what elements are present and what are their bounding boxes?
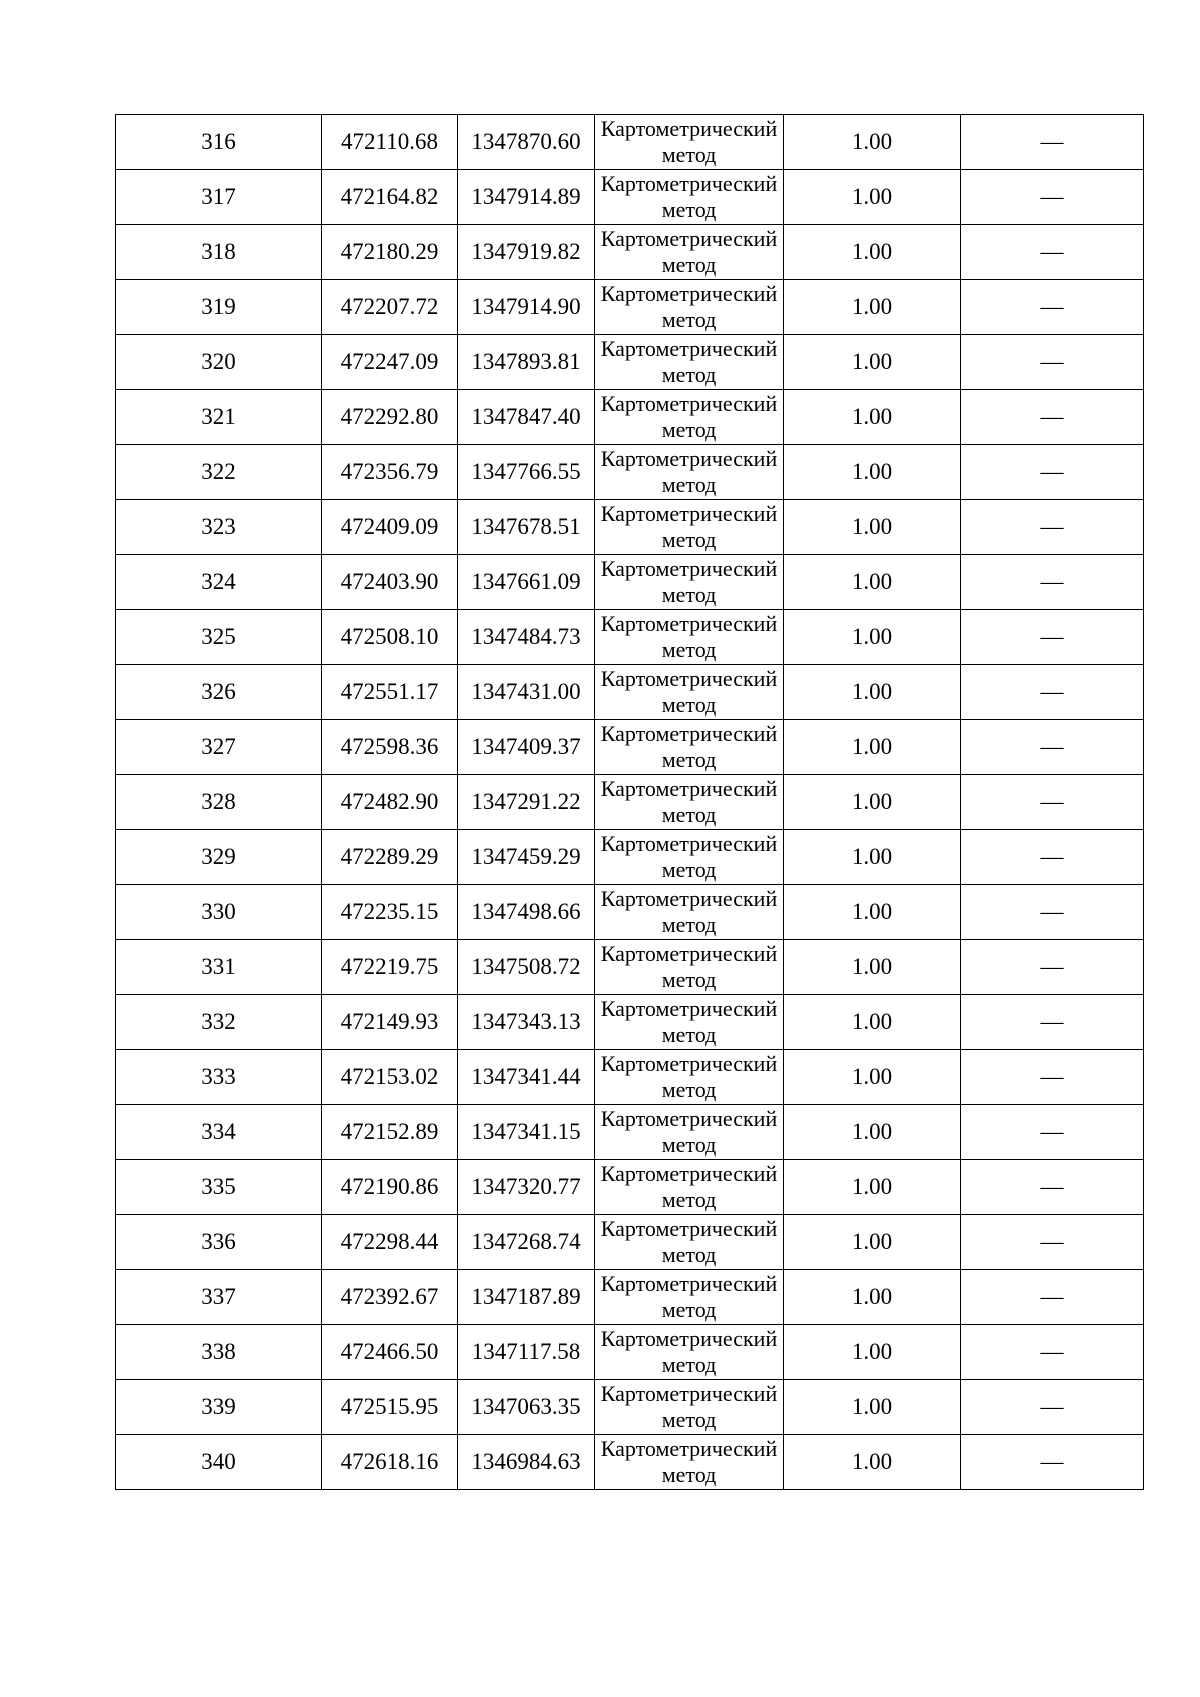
- table-row: [116, 335, 1144, 390]
- x-coordinate-cell: 472180.29: [322, 225, 458, 280]
- table-row: [116, 445, 1144, 500]
- y-coordinate-cell: 1347341.44: [458, 1050, 595, 1105]
- point-number-cell: 317: [116, 170, 322, 225]
- table-row: [116, 775, 1144, 830]
- point-number-cell: 330: [116, 885, 322, 940]
- note-cell: —: [961, 775, 1144, 830]
- x-coordinate-cell: 472356.79: [322, 445, 458, 500]
- method-cell: Картометрический метод: [595, 1435, 784, 1490]
- note-cell: —: [961, 995, 1144, 1050]
- table-row: [116, 830, 1144, 885]
- accuracy-cell: 1.00: [784, 885, 961, 940]
- point-number-cell: 340: [116, 1435, 322, 1490]
- x-coordinate-cell: 472152.89: [322, 1105, 458, 1160]
- method-cell: Картометрический метод: [595, 940, 784, 995]
- note-cell: —: [961, 225, 1144, 280]
- x-coordinate-cell: 472289.29: [322, 830, 458, 885]
- table-row: [116, 280, 1144, 335]
- x-coordinate-cell: 472298.44: [322, 1215, 458, 1270]
- table-row: [116, 1380, 1144, 1435]
- y-coordinate-cell: 1347117.58: [458, 1325, 595, 1380]
- y-coordinate-cell: 1347766.55: [458, 445, 595, 500]
- table-row: [116, 665, 1144, 720]
- x-coordinate-cell: 472190.86: [322, 1160, 458, 1215]
- x-coordinate-cell: 472164.82: [322, 170, 458, 225]
- note-cell: —: [961, 1325, 1144, 1380]
- y-coordinate-cell: 1347187.89: [458, 1270, 595, 1325]
- point-number-cell: 331: [116, 940, 322, 995]
- method-cell: Картометрический метод: [595, 1215, 784, 1270]
- point-number-cell: 333: [116, 1050, 322, 1105]
- point-number-cell: 318: [116, 225, 322, 280]
- note-cell: —: [961, 720, 1144, 775]
- coordinates-table: [115, 114, 1144, 1490]
- method-cell: Картометрический метод: [595, 390, 784, 445]
- method-cell: Картометрический метод: [595, 1325, 784, 1380]
- x-coordinate-cell: 472409.09: [322, 500, 458, 555]
- note-cell: —: [961, 1050, 1144, 1105]
- note-cell: —: [961, 665, 1144, 720]
- accuracy-cell: 1.00: [784, 830, 961, 885]
- accuracy-cell: 1.00: [784, 335, 961, 390]
- x-coordinate-cell: 472403.90: [322, 555, 458, 610]
- y-coordinate-cell: 1347847.40: [458, 390, 595, 445]
- table-row: [116, 1325, 1144, 1380]
- note-cell: —: [961, 280, 1144, 335]
- x-coordinate-cell: 472598.36: [322, 720, 458, 775]
- x-coordinate-cell: 472219.75: [322, 940, 458, 995]
- table-row: [116, 720, 1144, 775]
- note-cell: —: [961, 885, 1144, 940]
- table-row: [116, 1160, 1144, 1215]
- x-coordinate-cell: 472392.67: [322, 1270, 458, 1325]
- accuracy-cell: 1.00: [784, 995, 961, 1050]
- method-cell: Картометрический метод: [595, 335, 784, 390]
- accuracy-cell: 1.00: [784, 1050, 961, 1105]
- x-coordinate-cell: 472149.93: [322, 995, 458, 1050]
- point-number-cell: 320: [116, 335, 322, 390]
- accuracy-cell: 1.00: [784, 720, 961, 775]
- y-coordinate-cell: 1347678.51: [458, 500, 595, 555]
- table-row: [116, 1105, 1144, 1160]
- note-cell: —: [961, 170, 1144, 225]
- note-cell: —: [961, 1160, 1144, 1215]
- method-cell: Картометрический метод: [595, 720, 784, 775]
- point-number-cell: 325: [116, 610, 322, 665]
- y-coordinate-cell: 1347341.15: [458, 1105, 595, 1160]
- point-number-cell: 321: [116, 390, 322, 445]
- method-cell: Картометрический метод: [595, 115, 784, 170]
- accuracy-cell: 1.00: [784, 555, 961, 610]
- method-cell: Картометрический метод: [595, 1270, 784, 1325]
- method-cell: Картометрический метод: [595, 610, 784, 665]
- table-row: [116, 1215, 1144, 1270]
- x-coordinate-cell: 472618.16: [322, 1435, 458, 1490]
- table-row: [116, 170, 1144, 225]
- accuracy-cell: 1.00: [784, 1215, 961, 1270]
- table-row: [116, 1435, 1144, 1490]
- x-coordinate-cell: 472110.68: [322, 115, 458, 170]
- note-cell: —: [961, 830, 1144, 885]
- accuracy-cell: 1.00: [784, 170, 961, 225]
- table-row: [116, 610, 1144, 665]
- point-number-cell: 334: [116, 1105, 322, 1160]
- y-coordinate-cell: 1347508.72: [458, 940, 595, 995]
- y-coordinate-cell: 1347343.13: [458, 995, 595, 1050]
- method-cell: Картометрический метод: [595, 445, 784, 500]
- point-number-cell: 319: [116, 280, 322, 335]
- accuracy-cell: 1.00: [784, 445, 961, 500]
- table-row: [116, 940, 1144, 995]
- table-row: [116, 885, 1144, 940]
- method-cell: Картометрический метод: [595, 775, 784, 830]
- point-number-cell: 322: [116, 445, 322, 500]
- table-row: [116, 225, 1144, 280]
- table-body: [116, 115, 1144, 1490]
- method-cell: Картометрический метод: [595, 1050, 784, 1105]
- note-cell: —: [961, 555, 1144, 610]
- point-number-cell: 316: [116, 115, 322, 170]
- accuracy-cell: 1.00: [784, 1160, 961, 1215]
- x-coordinate-cell: 472153.02: [322, 1050, 458, 1105]
- x-coordinate-cell: 472482.90: [322, 775, 458, 830]
- method-cell: Картометрический метод: [595, 1160, 784, 1215]
- accuracy-cell: 1.00: [784, 1105, 961, 1160]
- note-cell: —: [961, 1105, 1144, 1160]
- table-row: [116, 995, 1144, 1050]
- x-coordinate-cell: 472235.15: [322, 885, 458, 940]
- y-coordinate-cell: 1347291.22: [458, 775, 595, 830]
- x-coordinate-cell: 472515.95: [322, 1380, 458, 1435]
- point-number-cell: 323: [116, 500, 322, 555]
- y-coordinate-cell: 1347498.66: [458, 885, 595, 940]
- y-coordinate-cell: 1347919.82: [458, 225, 595, 280]
- x-coordinate-cell: 472508.10: [322, 610, 458, 665]
- table-row: [116, 1050, 1144, 1105]
- note-cell: —: [961, 1380, 1144, 1435]
- x-coordinate-cell: 472247.09: [322, 335, 458, 390]
- note-cell: —: [961, 390, 1144, 445]
- y-coordinate-cell: 1346984.63: [458, 1435, 595, 1490]
- note-cell: —: [961, 445, 1144, 500]
- accuracy-cell: 1.00: [784, 610, 961, 665]
- note-cell: —: [961, 1435, 1144, 1490]
- table-row: [116, 500, 1144, 555]
- y-coordinate-cell: 1347893.81: [458, 335, 595, 390]
- y-coordinate-cell: 1347661.09: [458, 555, 595, 610]
- accuracy-cell: 1.00: [784, 390, 961, 445]
- table-row: [116, 555, 1144, 610]
- point-number-cell: 328: [116, 775, 322, 830]
- y-coordinate-cell: 1347484.73: [458, 610, 595, 665]
- accuracy-cell: 1.00: [784, 280, 961, 335]
- y-coordinate-cell: 1347320.77: [458, 1160, 595, 1215]
- accuracy-cell: 1.00: [784, 940, 961, 995]
- accuracy-cell: 1.00: [784, 1270, 961, 1325]
- y-coordinate-cell: 1347914.90: [458, 280, 595, 335]
- accuracy-cell: 1.00: [784, 665, 961, 720]
- y-coordinate-cell: 1347063.35: [458, 1380, 595, 1435]
- x-coordinate-cell: 472292.80: [322, 390, 458, 445]
- note-cell: —: [961, 610, 1144, 665]
- method-cell: Картометрический метод: [595, 225, 784, 280]
- y-coordinate-cell: 1347409.37: [458, 720, 595, 775]
- point-number-cell: 337: [116, 1270, 322, 1325]
- method-cell: Картометрический метод: [595, 1380, 784, 1435]
- method-cell: Картометрический метод: [595, 830, 784, 885]
- y-coordinate-cell: 1347870.60: [458, 115, 595, 170]
- note-cell: —: [961, 500, 1144, 555]
- method-cell: Картометрический метод: [595, 995, 784, 1050]
- y-coordinate-cell: 1347914.89: [458, 170, 595, 225]
- method-cell: Картометрический метод: [595, 665, 784, 720]
- y-coordinate-cell: 1347459.29: [458, 830, 595, 885]
- table-row: [116, 115, 1144, 170]
- point-number-cell: 335: [116, 1160, 322, 1215]
- point-number-cell: 338: [116, 1325, 322, 1380]
- point-number-cell: 336: [116, 1215, 322, 1270]
- accuracy-cell: 1.00: [784, 500, 961, 555]
- note-cell: —: [961, 1215, 1144, 1270]
- accuracy-cell: 1.00: [784, 115, 961, 170]
- accuracy-cell: 1.00: [784, 775, 961, 830]
- point-number-cell: 324: [116, 555, 322, 610]
- accuracy-cell: 1.00: [784, 225, 961, 280]
- method-cell: Картометрический метод: [595, 555, 784, 610]
- note-cell: —: [961, 940, 1144, 995]
- point-number-cell: 339: [116, 1380, 322, 1435]
- method-cell: Картометрический метод: [595, 500, 784, 555]
- note-cell: —: [961, 1270, 1144, 1325]
- point-number-cell: 329: [116, 830, 322, 885]
- note-cell: —: [961, 115, 1144, 170]
- y-coordinate-cell: 1347268.74: [458, 1215, 595, 1270]
- accuracy-cell: 1.00: [784, 1380, 961, 1435]
- table-row: [116, 1270, 1144, 1325]
- point-number-cell: 327: [116, 720, 322, 775]
- point-number-cell: 332: [116, 995, 322, 1050]
- accuracy-cell: 1.00: [784, 1435, 961, 1490]
- x-coordinate-cell: 472466.50: [322, 1325, 458, 1380]
- method-cell: Картометрический метод: [595, 280, 784, 335]
- x-coordinate-cell: 472207.72: [322, 280, 458, 335]
- table-row: [116, 390, 1144, 445]
- note-cell: —: [961, 335, 1144, 390]
- point-number-cell: 326: [116, 665, 322, 720]
- accuracy-cell: 1.00: [784, 1325, 961, 1380]
- method-cell: Картометрический метод: [595, 885, 784, 940]
- method-cell: Картометрический метод: [595, 170, 784, 225]
- x-coordinate-cell: 472551.17: [322, 665, 458, 720]
- y-coordinate-cell: 1347431.00: [458, 665, 595, 720]
- method-cell: Картометрический метод: [595, 1105, 784, 1160]
